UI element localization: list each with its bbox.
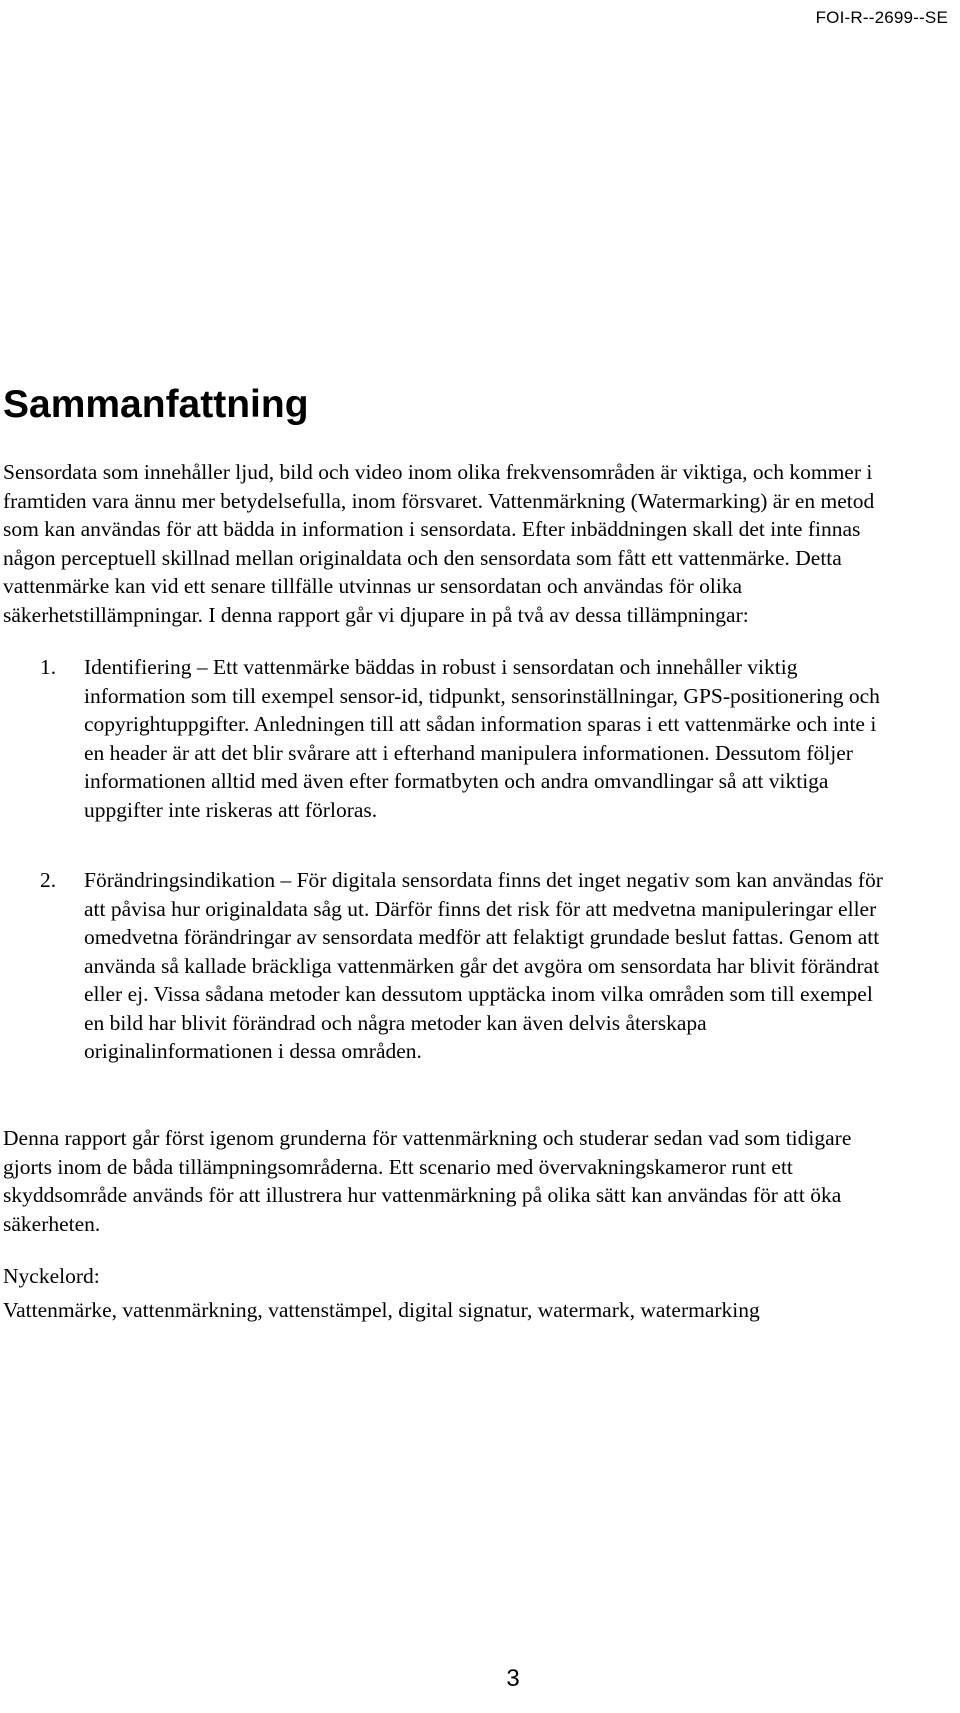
- report-id: FOI-R--2699--SE: [815, 8, 948, 27]
- page-title: Sammanfattning: [3, 383, 309, 426]
- list-item-number: 1.: [40, 655, 57, 679]
- keywords-text: Vattenmärke, vattenmärkning, vattenstämpel, digital signatur, watermark, watermarking: [3, 1298, 760, 1322]
- closing-paragraph: Denna rapport går först igenom grunderna för vattenmärkning och studerar sedan vad som tidigare gjorts inom de båda tillämpningsområderna. Ett scenario med övervakningskameror runt ett skyddsområde används för att illustrera hur vattenmärkning på olika sätt kan användas för att öka säkerheten.: [3, 1126, 852, 1236]
- page-number: 3: [506, 1665, 520, 1692]
- keywords-label: Nyckelord:: [3, 1264, 100, 1288]
- intro-paragraph: Sensordata som innehåller ljud, bild och video inom olika frekvensområden är viktiga, och kommer i framtiden vara ännu mer betydelsefulla, inom försvaret. Vattenmärkning (Watermarking) är en metod som kan användas för att bädda in information i sensordata. Efter inbäddningen skall det inte finnas någon perceptuell skillnad mellan originaldata och den sensordata som fått ett vattenmärke. Detta vattenmärke kan vid ett senare tillfälle utvinnas ur sensordatan och användas för olika säkerhetstillämpningar. I denna rapport går vi djupare in på två av dessa tillämpningar:: [3, 460, 875, 627]
- list-item-text: Förändringsindikation – För digitala sensordata finns det inget negativ som kan användas för att påvisa hur originaldata såg ut. Därför finns det risk för att medvetna manipuleringar eller omedvetna förändringar av sensordata medför att felaktigt grundade beslut fattas. Genom att använda så kallade bräckliga vattenmärken går det avgöra om sensordata har blivit förändrat eller ej. Vissa sådana metoder kan dessutom upptäcka inom vilka områden som till exempel en bild har blivit förändrad och några metoder kan även delvis återskapa originalinformationen i dessa områden.: [84, 868, 883, 1063]
- list-item-number: 2.: [40, 868, 57, 892]
- list-item-text: Identifiering – Ett vattenmärke bäddas in robust i sensordatan och innehåller viktig information som till exempel sensor-id, tidpunkt, sensorinställningar, GPS-positionering och copyrightuppgifter. Anledningen till att sådan information sparas i ett vattenmärke och inte i en header är att det blir svårare att i efterhand manipulera informationen. Dessutom följer informationen alltid med även efter formatbyten och andra omvandlingar så att viktiga uppgifter inte riskeras att förloras.: [84, 655, 880, 822]
